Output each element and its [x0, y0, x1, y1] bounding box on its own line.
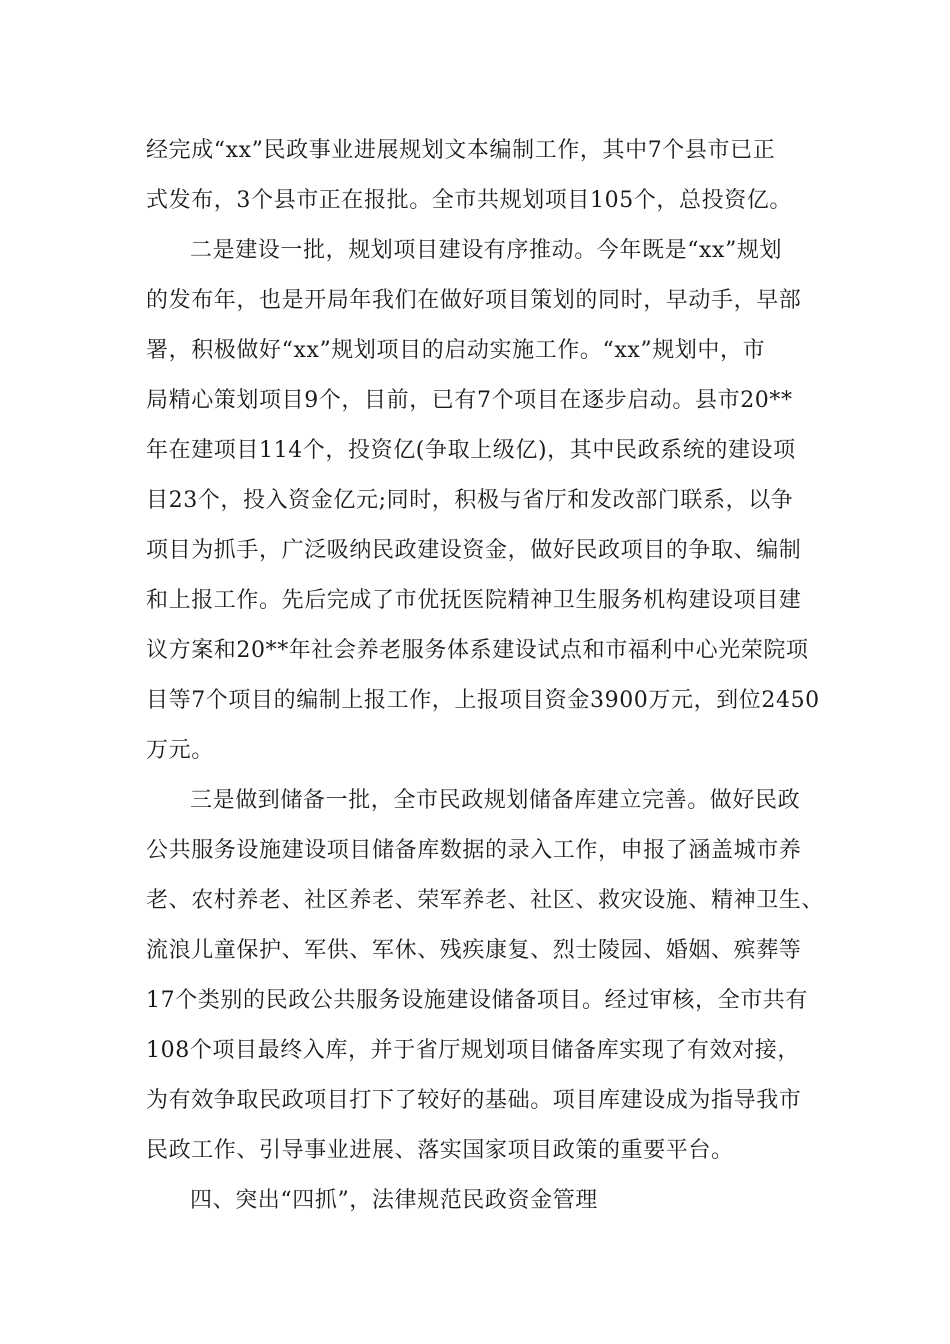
paragraph-first-line: 二是建设一批，规划项目建设有序推动。今年既是“xx”规划	[190, 238, 783, 263]
body-text-line: 17个类别的民政公共服务设施建设储备项目。经过审核，全市共有	[146, 988, 808, 1013]
body-text-line: 老、农村养老、社区养老、荣军养老、社区、救灾设施、精神卫生、	[146, 888, 825, 913]
body-text-line: 目等7个项目的编制上报工作，上报项目资金3900万元，到位2450	[146, 688, 820, 713]
section-heading: 四、突出“四抓”，法律规范民政资金管理	[190, 1188, 598, 1213]
paragraph-first-line: 三是做到储备一批，全市民政规划储备库建立完善。做好民政	[190, 788, 801, 813]
body-text-line: 和上报工作。先后完成了市优抚医院精神卫生服务机构建设项目建	[146, 588, 802, 613]
body-text-line: 议方案和20**年社会养老服务体系建设试点和市福利中心光荣院项	[146, 638, 809, 663]
body-text-line: 民政工作、引导事业进展、落实国家项目政策的重要平台。	[146, 1138, 734, 1163]
body-text-line: 署，积极做好“xx”规划项目的启动实施工作。“xx”规划中，市	[146, 338, 766, 363]
body-text-line: 108个项目最终入库，并于省厅规划项目储备库实现了有效对接，	[146, 1038, 800, 1063]
body-text-line: 流浪儿童保护、军供、军休、残疾康复、烈士陵园、婚姻、殡葬等	[146, 938, 802, 963]
body-text-line: 局精心策划项目9个，目前，已有7个项目在逐步启动。县市20**	[146, 388, 793, 413]
body-text-line: 年在建项目114个，投资亿(争取上级亿)，其中民政系统的建设项	[146, 438, 796, 463]
body-text-line: 为有效争取民政项目打下了较好的基础。项目库建设成为指导我市	[146, 1088, 802, 1113]
body-text-line: 公共服务设施建设项目储备库数据的录入工作，申报了涵盖城市养	[146, 838, 802, 863]
body-text-line: 目23个，投入资金亿元;同时，积极与省厅和发改部门联系，以争	[146, 488, 794, 513]
body-text-line: 经完成“xx”民政事业进展规划文本编制工作，其中7个县市已正	[146, 138, 776, 163]
body-text-line: 式发布，3个县市正在报批。全市共规划项目105个，总投资亿。	[146, 188, 792, 213]
body-text-line: 万元。	[146, 738, 214, 763]
body-text-line: 项目为抓手，广泛吸纳民政建设资金，做好民政项目的争取、编制	[146, 538, 802, 563]
body-text-line: 的发布年，也是开局年我们在做好项目策划的同时，早动手，早部	[146, 288, 802, 313]
